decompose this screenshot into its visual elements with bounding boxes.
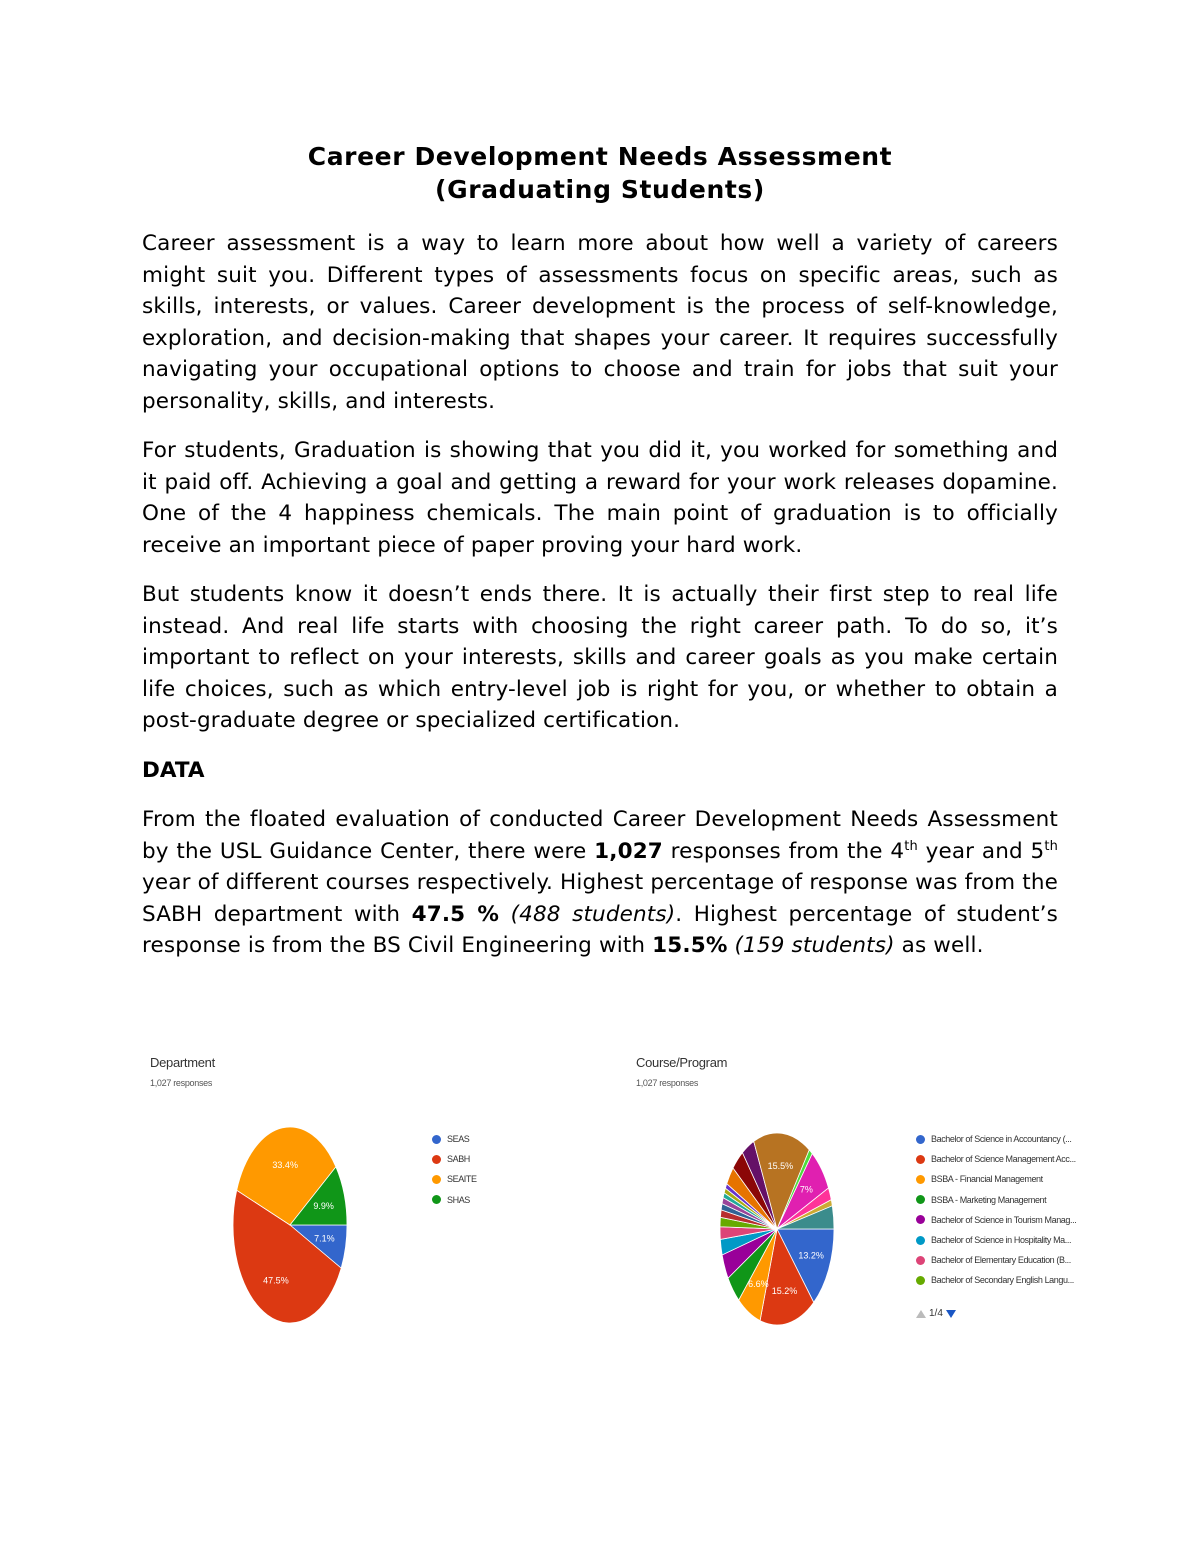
paragraph-real-life: But students know it doesn’t ends there. It is actually their first step to real life instead. And real life starts with choosing the right career path. To do so, it’s important to reflect on your interests, skills and career goals as you make certain life choices, such as which entry-level job is right for you, or whether to obtain a post-graduate degree or specialized certification. — [142, 582, 1058, 733]
legend-label: SABH — [447, 1154, 470, 1165]
course-legend — [916, 1129, 1076, 1291]
department-chart-subtitle: 1,027 responses — [150, 1078, 213, 1088]
legend-swatch — [432, 1195, 441, 1204]
civil-eng-percentage: 15.5% — [652, 933, 728, 958]
legend-swatch — [916, 1175, 925, 1184]
legend-label: Bachelor of Science in Hospitality Ma... — [931, 1235, 1072, 1246]
legend-item[interactable] — [432, 1149, 477, 1169]
legend-label: SHAS — [447, 1194, 470, 1205]
legend-swatch — [916, 1215, 925, 1224]
legend-item[interactable] — [432, 1129, 477, 1149]
legend-label: SEAITE — [447, 1174, 477, 1185]
department-chart-title: Department — [150, 1055, 215, 1070]
pie-data-label: 6.6% — [748, 1279, 769, 1290]
paragraph-graduation: For students, Graduation is showing that you did it, you worked for something and it paid off. Achieving a goal and getting a reward for your work releases dopamine. One of the 4 happiness chemicals. The main point of graduation is to officially receive an important piece of paper proving your hard work. — [142, 438, 1058, 558]
legend-item[interactable] — [432, 1169, 477, 1189]
legend-item[interactable] — [916, 1210, 1076, 1230]
pie-data-label: 33.4% — [272, 1159, 298, 1170]
sabh-students: (488 students) — [510, 901, 676, 927]
legend-label: SEAS — [447, 1134, 470, 1145]
department-legend — [432, 1129, 477, 1210]
charts-area — [142, 1055, 1102, 1355]
legend-label: Bachelor of Elementary Education (B... — [931, 1255, 1071, 1266]
total-responses: 1,027 — [594, 838, 663, 864]
legend-swatch — [916, 1256, 925, 1265]
legend-item[interactable] — [916, 1270, 1076, 1290]
legend-swatch — [916, 1135, 925, 1144]
course-chart-subtitle: 1,027 responses — [636, 1078, 699, 1088]
legend-label: BSBA - Marketing Management — [931, 1194, 1047, 1205]
pie-data-label: 15.2% — [771, 1286, 798, 1297]
pie-data-label: 7.1% — [314, 1233, 335, 1244]
legend-item[interactable] — [432, 1190, 477, 1210]
department-chart — [150, 1055, 215, 1088]
course-pie — [717, 1131, 837, 1327]
legend-label: Bachelor of Science in Tourism Manag... — [931, 1214, 1077, 1225]
legend-swatch — [432, 1155, 441, 1164]
legend-swatch — [916, 1276, 925, 1285]
course-chart — [636, 1055, 727, 1088]
pie-data-label: 9.9% — [313, 1201, 334, 1212]
legend-item[interactable] — [916, 1230, 1076, 1250]
pie-data-label: 13.2% — [798, 1250, 824, 1261]
legend-label: BSBA - Financial Management — [931, 1174, 1043, 1185]
legend-label: Bachelor of Science in Accountancy (... — [931, 1134, 1072, 1145]
legend-swatch — [432, 1175, 441, 1184]
department-pie — [230, 1125, 350, 1325]
legend-label: Bachelor of Secondary English Langu... — [931, 1275, 1074, 1286]
title-line-2: (Graduating Students) — [435, 175, 765, 204]
course-chart-title: Course/Program — [636, 1055, 728, 1070]
legend-item[interactable] — [916, 1250, 1076, 1270]
legend-item[interactable] — [916, 1190, 1076, 1210]
pager-label: 1/4 — [929, 1308, 943, 1319]
paragraph-data: From the floated evaluation of conducted Career Development Needs Assessment by the USL Guidance Center, there were 1,027 responses from the 4th year and 5th year of different courses respectively. Highest percentage of response was from the SABH department with 47.5 % (488 students). Highest percentage of student’s response is from the BS Civil Engineering with 15.5% (159 students) as well. — [142, 807, 1058, 958]
sabh-percentage: 47.5 % — [411, 901, 500, 927]
paragraph-intro: Career assessment is a way to learn more about how well a variety of careers might suit you. Different types of assessments focus on specific areas, such as skills, interests, or values. Career development is the process of self-knowledge, exploration, and decision-making that shapes your career. It requires successfully navigating your occupational options to choose and train for jobs that suit your personality, skills, and interests. — [142, 231, 1058, 414]
pie-data-label: 7% — [799, 1184, 813, 1195]
civil-eng-students: (159 students) — [734, 933, 895, 958]
data-heading: DATA — [142, 757, 205, 783]
pager-prev-icon[interactable] — [916, 1310, 926, 1318]
legend-item[interactable] — [916, 1149, 1076, 1169]
legend-swatch — [916, 1155, 925, 1164]
legend-pager — [916, 1308, 956, 1319]
legend-label: Bachelor of Science Management Acc... — [931, 1154, 1076, 1165]
pie-data-label: 47.5% — [263, 1275, 289, 1286]
legend-swatch — [432, 1135, 441, 1144]
pie-data-label: 15.5% — [767, 1160, 794, 1171]
legend-swatch — [916, 1195, 925, 1204]
legend-swatch — [916, 1236, 925, 1245]
legend-item[interactable] — [916, 1129, 1076, 1149]
document-title — [142, 140, 1058, 206]
pager-next-icon[interactable] — [946, 1310, 956, 1318]
title-line-1: Career Development Needs Assessment — [307, 142, 893, 171]
document-page — [142, 140, 1058, 980]
legend-item[interactable] — [916, 1169, 1076, 1189]
